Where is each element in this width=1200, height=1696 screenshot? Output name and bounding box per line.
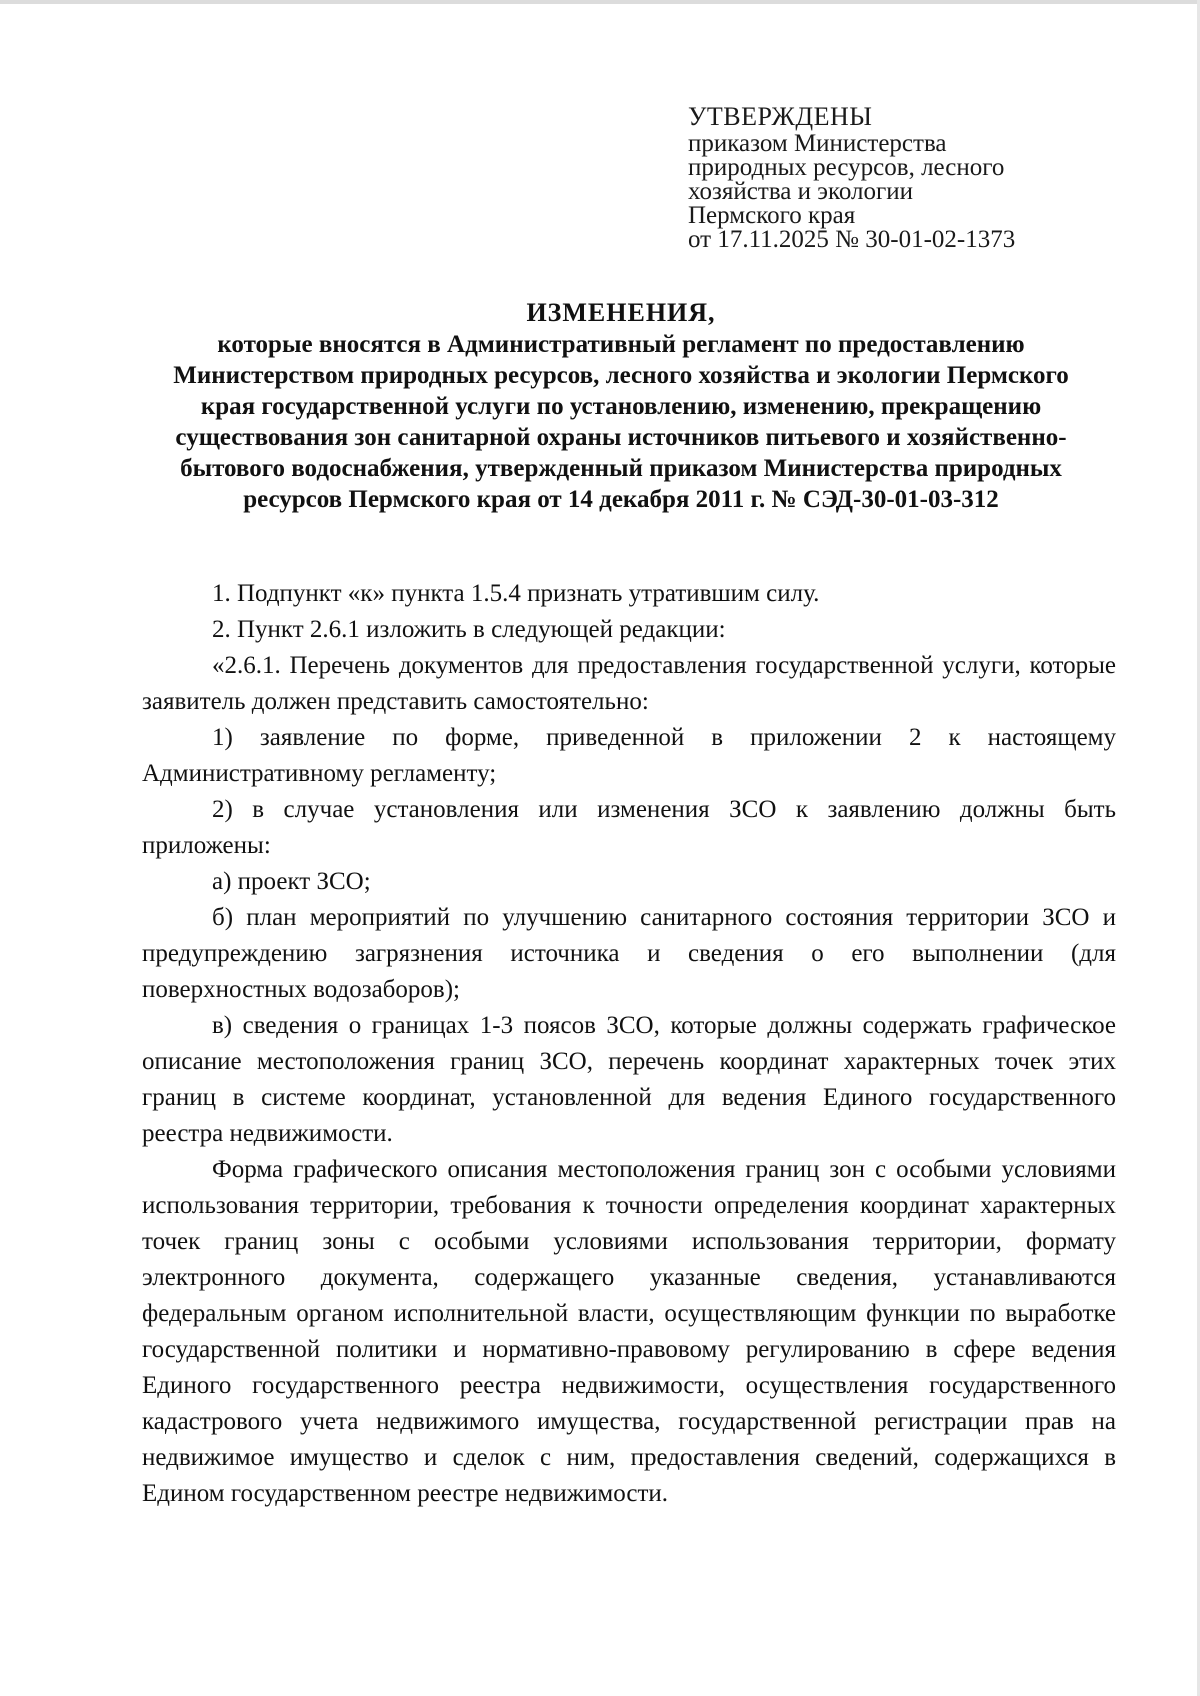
title-heading: ИЗМЕНЕНИЯ, [526,298,716,327]
paragraph: «2.6.1. Перечень документов для предоставления государственной услуги, которые заявитель должен представить самостоятельно: [142,652,1116,715]
approval-line: природных ресурсов, лесного [688,154,1005,181]
approval-label: УТВЕРЖДЕНЫ [688,102,873,131]
approval-line: приказом Министерства [688,130,947,157]
document-title [150,297,1092,515]
paragraph: а) проект ЗСО; [212,868,371,895]
paragraph: б) план мероприятий по улучшению санитарного состояния территории ЗСО и предупреждению загрязнения источника и сведения о его выполнении (для поверхностных водозаборов); [142,904,1116,1003]
paragraph: 1) заявление по форме, приведенной в приложении 2 к настоящему Административному регламенту; [142,724,1116,787]
approval-line: хозяйства и экологии [688,178,914,205]
document-body [142,576,1116,1512]
approval-stamp [688,101,1148,252]
scan-top-edge [0,0,1200,4]
paragraph: 2. Пункт 2.6.1 изложить в следующей редакции: [212,616,726,643]
paragraph: 2) в случае установления или изменения ЗСО к заявлению должны быть приложены: [142,796,1116,859]
paragraph: Форма графического описания местоположения границ зон с особыми условиями использования территории, требования к точности определения координат характерных точек границ зоны с особыми условиями использования территории, формату электронного документа, содержащего указанные сведения, устанавливаются федеральным органом исполнительной власти, осуществляющим функции по выработке государственной политики и нормативно-правовому регулированию в сфере ведения Единого государственного реестра недвижимости, осуществления государственного кадастрового учета недвижимого имущества, государственной регистрации прав на недвижимое имущество и сделок с ним, предоставления сведений, содержащихся в Едином государственном реестре недвижимости. [142,1156,1116,1507]
approval-order-number: от 17.11.2025 № 30-01-02-1373 [688,226,1016,253]
title-subtitle: которые вносятся в Административный регламент по предоставлению Министерством природных ресурсов, лесного хозяйства и экологии Пермского края государственной услуги по установлению, изменению, прекращению существования зон санитарной охраны источников питьевого и хозяйственно-бытового водоснабжения, утвержденный приказом Министерства природных ресурсов Пермского края от 14 декабря 2011 г. № СЭД-30-01-03-312 [173,331,1069,513]
paragraph: 1. Подпункт «к» пункта 1.5.4 признать утратившим силу. [212,580,820,607]
approval-line: Пермского края [688,202,856,229]
paragraph: в) сведения о границах 1-3 поясов ЗСО, которые должны содержать графическое описание местоположения границ ЗСО, перечень координат характерных точек этих границ в системе координат, установленной для ведения Единого государственного реестра недвижимости. [142,1012,1116,1147]
